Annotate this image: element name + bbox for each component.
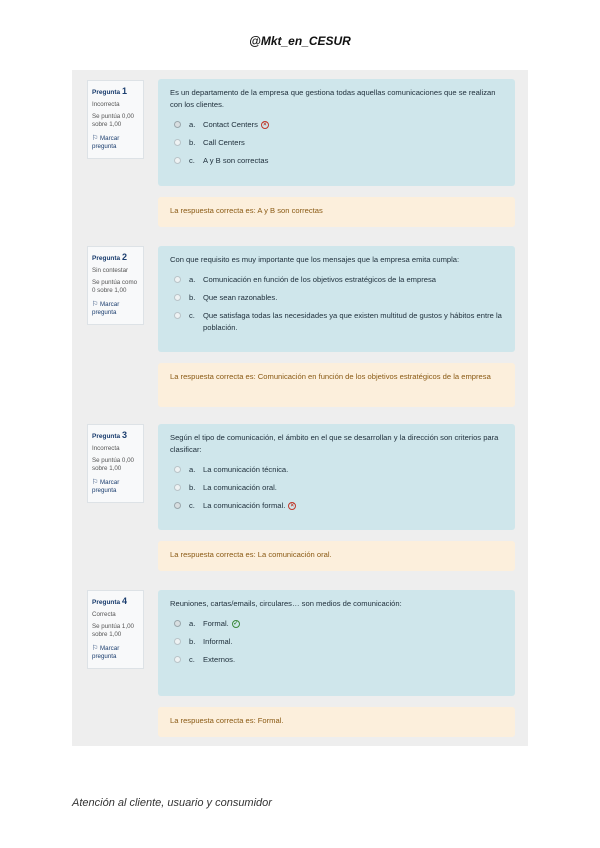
page-footer: Atención al cliente, usuario y consumidor xyxy=(72,797,272,809)
flag-icon: ⚐ xyxy=(92,644,99,652)
question-label: Pregunta xyxy=(92,433,121,440)
option-letter: b. xyxy=(189,636,196,646)
question-box xyxy=(158,79,515,186)
option-c[interactable] xyxy=(174,310,503,334)
radio-button[interactable] xyxy=(174,638,181,645)
flag-icon: ⚐ xyxy=(92,478,99,486)
question-box xyxy=(158,590,515,696)
option-a[interactable] xyxy=(174,119,503,131)
question-number: 3 xyxy=(121,430,127,440)
question-info xyxy=(87,590,144,669)
question-text: Con que requisito es muy importante que los mensajes que la empresa emita cumpla: xyxy=(170,255,460,264)
question-score: Se puntúa 0,00 sobre 1,00 xyxy=(92,113,134,129)
flag-question-button[interactable] xyxy=(92,644,139,662)
flag-question-button[interactable] xyxy=(92,134,139,152)
option-a[interactable] xyxy=(174,464,503,476)
option-text: Que sean razonables. xyxy=(203,292,278,302)
quiz-review-panel xyxy=(72,70,528,746)
option-b[interactable] xyxy=(174,137,503,149)
option-text: Comunicación en función de los objetivos estratégicos de la empresa xyxy=(203,274,437,284)
question-number: 2 xyxy=(121,252,127,262)
flag-label: Marcar pregunta xyxy=(92,644,120,661)
option-letter: c. xyxy=(189,500,195,510)
question-state: Incorrecta xyxy=(92,100,120,108)
option-text: Contact Centers xyxy=(203,119,258,129)
radio-button[interactable] xyxy=(174,620,181,627)
question-state: Sin contestar xyxy=(92,266,129,274)
question-score: Se puntúa 0,00 sobre 1,00 xyxy=(92,457,134,473)
option-letter: b. xyxy=(189,292,196,302)
option-text: Externos. xyxy=(203,655,236,665)
question-label: Pregunta xyxy=(92,599,121,606)
option-letter: b. xyxy=(189,137,196,147)
flag-icon: ⚐ xyxy=(92,134,99,142)
option-text: Call Centers xyxy=(203,137,245,147)
question-text: Es un departamento de la empresa que gestiona todas aquellas comunicaciones que se realizan con los clientes. xyxy=(170,88,496,109)
correct-answer-feedback: La respuesta correcta es: La comunicación oral. xyxy=(158,541,515,571)
question-score: Se puntúa 1,00 sobre 1,00 xyxy=(92,623,134,639)
radio-button[interactable] xyxy=(174,484,181,491)
incorrect-icon: × xyxy=(261,121,269,129)
question-info xyxy=(87,80,144,159)
option-letter: a. xyxy=(189,618,196,628)
question-info xyxy=(87,424,144,503)
option-text: La comunicación formal. xyxy=(203,500,286,510)
option-text: La comunicación técnica. xyxy=(203,464,289,474)
option-b[interactable] xyxy=(174,292,503,304)
option-c[interactable] xyxy=(174,155,503,167)
question-info xyxy=(87,246,144,325)
option-b[interactable] xyxy=(174,636,503,648)
question-box xyxy=(158,424,515,530)
radio-button[interactable] xyxy=(174,157,181,164)
correct-answer-feedback: La respuesta correcta es: Formal. xyxy=(158,707,515,737)
option-c[interactable] xyxy=(174,654,503,666)
option-a[interactable] xyxy=(174,274,503,286)
flag-question-button[interactable] xyxy=(92,478,139,496)
question-text: Reuniones, cartas/emails, circulares… son medios de comunicación: xyxy=(170,599,402,608)
question-label: Pregunta xyxy=(92,255,121,262)
option-b[interactable] xyxy=(174,482,503,494)
question-state: Incorrecta xyxy=(92,444,120,452)
option-letter: b. xyxy=(189,482,196,492)
option-letter: c. xyxy=(189,311,195,321)
option-a[interactable] xyxy=(174,618,503,630)
option-c[interactable] xyxy=(174,500,503,512)
question-number: 4 xyxy=(121,596,127,606)
option-text: Informal. xyxy=(203,636,233,646)
incorrect-icon: × xyxy=(288,502,296,510)
question-label: Pregunta xyxy=(92,89,121,96)
option-text: Formal. xyxy=(203,618,229,628)
radio-button[interactable] xyxy=(174,294,181,301)
radio-button[interactable] xyxy=(174,502,181,509)
question-state: Correcta xyxy=(92,610,116,618)
question-text: Según el tipo de comunicación, el ámbito en el que se desarrollan y la dirección son criterios para clasificar: xyxy=(170,433,499,454)
radio-button[interactable] xyxy=(174,121,181,128)
flag-icon: ⚐ xyxy=(92,300,99,308)
question-number: 1 xyxy=(121,86,127,96)
option-text: Que satisfaga todas las necesidades ya que existen multitud de gustos y hábitos entre la población. xyxy=(203,311,502,333)
radio-button[interactable] xyxy=(174,312,181,319)
question-box xyxy=(158,246,515,352)
page-header: @Mkt_en_CESUR xyxy=(249,34,351,48)
option-letter: a. xyxy=(189,119,196,129)
option-letter: c. xyxy=(189,155,195,165)
radio-button[interactable] xyxy=(174,276,181,283)
option-letter: a. xyxy=(189,464,196,474)
radio-button[interactable] xyxy=(174,466,181,473)
option-letter: c. xyxy=(189,655,195,665)
correct-check-icon: ✓ xyxy=(233,620,239,627)
flag-label: Marcar pregunta xyxy=(92,300,120,317)
correct-answer-feedback: La respuesta correcta es: Comunicación en función de los objetivos estratégicos de la empresa xyxy=(158,363,515,407)
option-letter: a. xyxy=(189,274,196,284)
radio-button[interactable] xyxy=(174,139,181,146)
question-score: Se puntúa como 0 sobre 1,00 xyxy=(92,279,138,295)
flag-label: Marcar pregunta xyxy=(92,478,120,495)
radio-button[interactable] xyxy=(174,656,181,663)
option-text: La comunicación oral. xyxy=(203,482,277,492)
correct-answer-feedback: La respuesta correcta es: A y B son correctas xyxy=(158,197,515,227)
flag-question-button[interactable] xyxy=(92,300,139,318)
option-text: A y B son correctas xyxy=(203,155,269,165)
flag-label: Marcar pregunta xyxy=(92,134,120,151)
